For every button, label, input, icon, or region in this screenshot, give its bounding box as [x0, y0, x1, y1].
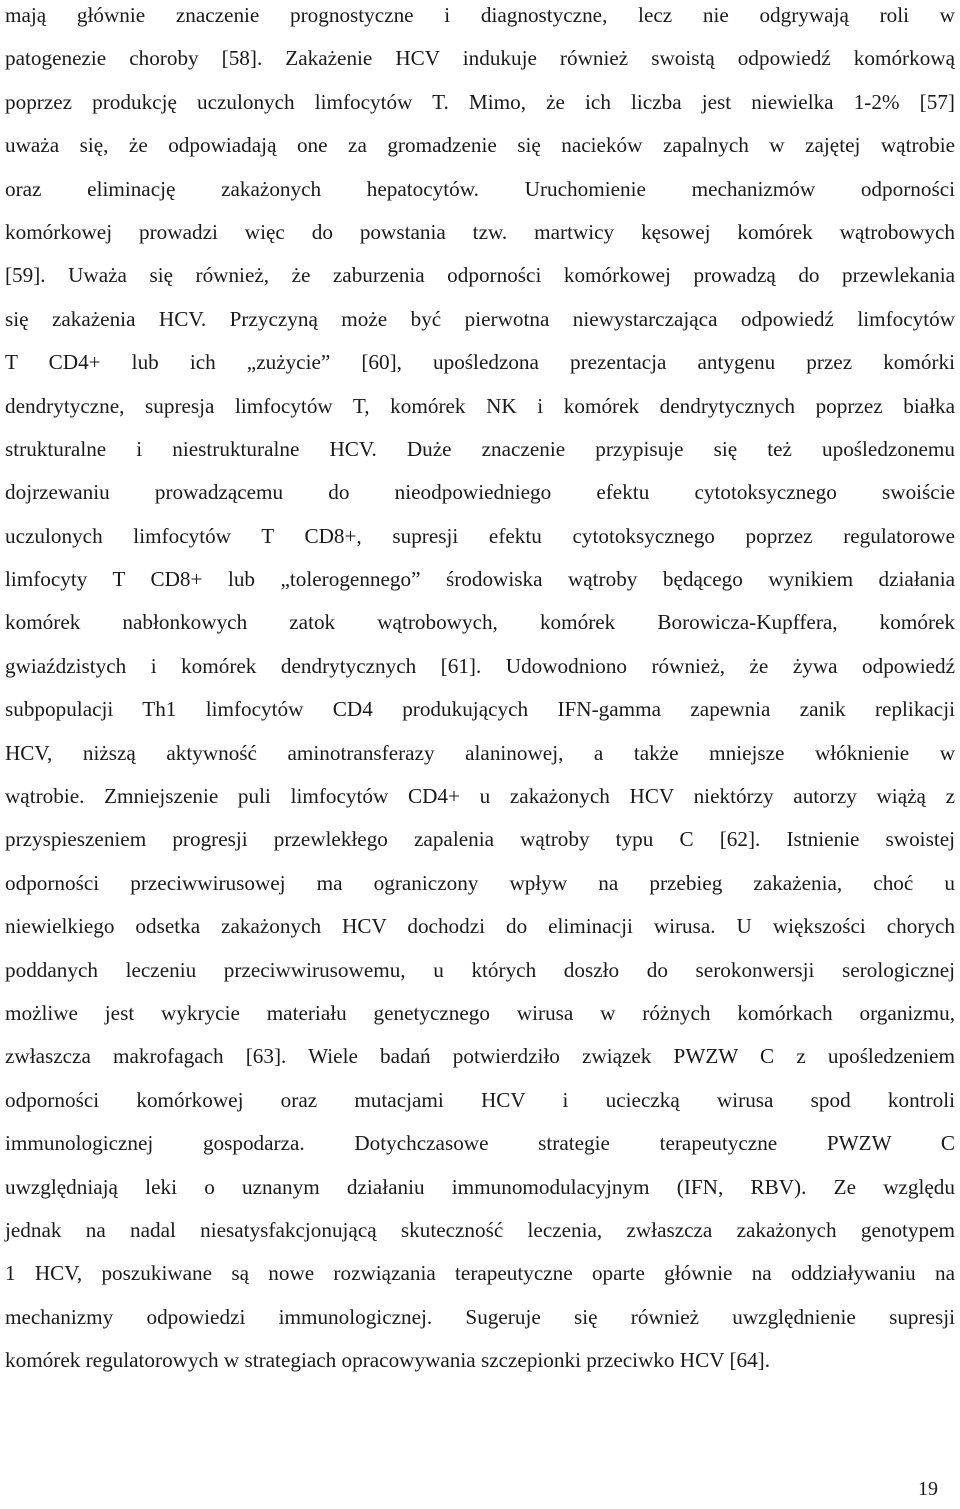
text-line: uczulonych limfocytów T CD8+, supresji efektu cytotoksycznego poprzez regulatorowe [5, 523, 955, 548]
page-number: 19 [918, 1478, 938, 1500]
text-line: gwiaździstych i komórek dendrytycznych [61]. Udowodniono również, że żywa odpowiedź [5, 653, 955, 678]
text-line: patogenezie choroby [58]. Zakażenie HCV indukuje również swoistą odpowiedź komórkową [5, 46, 955, 71]
text-line: [59]. Uważa się również, że zaburzenia odporności komórkowej prowadzą do przewlekania [5, 263, 955, 288]
text-line: mają głównie znaczenie prognostyczne i diagnostyczne, lecz nie odgrywają roli w [5, 3, 955, 27]
text-line: poddanych leczeniu przeciwwirusowemu, u których doszło do serokonwersji serologicznej [5, 957, 955, 982]
text-line: zwłaszcza makrofagach [63]. Wiele badań potwierdziło związek PWZW C z upośledzeniem [5, 1044, 955, 1069]
text-line: uwzględniają leki o uznanym działaniu immunomodulacyjnym (IFN, RBV). Ze względu [5, 1174, 955, 1199]
text-line: limfocyty T CD8+ lub „tolerogennego” środowiska wątroby będącego wynikiem działania [5, 567, 955, 592]
text-line: strukturalne i niestrukturalne HCV. Duże znaczenie przypisuje się też upośledzonemu [5, 436, 955, 461]
text-line: HCV, niższą aktywność aminotransferazy alaninowej, a także mniejsze włóknienie w [5, 740, 955, 765]
text-line: subpopulacji Th1 limfocytów CD4 produkujących IFN-gamma zapewnia zanik replikacji [5, 697, 955, 722]
text-line: jednak na nadal niesatysfakcjonującą skuteczność leczenia, zwłaszcza zakażonych genotypem [5, 1217, 955, 1242]
text-line: mechanizmy odpowiedzi immunologicznej. Sugeruje się również uwzględnienie supresji [5, 1304, 955, 1329]
text-line: niewielkiego odsetka zakażonych HCV dochodzi do eliminacji wirusa. U większości chorych [5, 914, 955, 939]
text-line: oraz eliminację zakażonych hepatocytów. Uruchomienie mechanizmów odporności [5, 176, 955, 201]
body-paragraph [5, 0, 955, 1383]
text-line: komórek regulatorowych w strategiach opracowywania szczepionki przeciwko HCV [64]. [5, 1348, 771, 1373]
text-line: 1 HCV, poszukiwane są nowe rozwiązania terapeutyczne oparte głównie na oddziaływaniu na [5, 1261, 955, 1286]
text-line: komórek nabłonkowych zatok wątrobowych, komórek Borowicza-Kupffera, komórek [5, 610, 955, 635]
text-line: uważa się, że odpowiadają one za gromadzenie się nacieków zapalnych w zajętej wątrobie [5, 133, 955, 158]
text-line: odporności komórkowej oraz mutacjami HCV i ucieczką wirusa spod kontroli [5, 1087, 955, 1112]
text-line: możliwe jest wykrycie materiału genetycznego wirusa w różnych komórkach organizmu, [5, 1000, 955, 1025]
text-line: T CD4+ lub ich „zużycie” [60], upośledzona prezentacja antygenu przez komórki [5, 350, 955, 375]
text-line: przyspieszeniem progresji przewlekłego zapalenia wątroby typu C [62]. Istnienie swoistej [5, 827, 955, 852]
text-line: wątrobie. Zmniejszenie puli limfocytów CD4+ u zakażonych HCV niektórzy autorzy wiążą z [5, 784, 955, 809]
text-line: dojrzewaniu prowadzącemu do nieodpowiedniego efektu cytotoksycznego swoiście [5, 480, 955, 505]
text-line: komórkowej prowadzi więc do powstania tzw. martwicy kęsowej komórek wątrobowych [5, 219, 955, 244]
text-line: się zakażenia HCV. Przyczyną może być pierwotna niewystarczająca odpowiedź limfocytów [5, 306, 955, 331]
text-line: odporności przeciwwirusowej ma ograniczony wpływ na przebieg zakażenia, choć u [5, 870, 955, 895]
text-line: dendrytyczne, supresja limfocytów T, komórek NK i komórek dendrytycznych poprzez białka [5, 393, 955, 418]
text-line: immunologicznej gospodarza. Dotychczasowe strategie terapeutyczne PWZW C [5, 1131, 955, 1156]
text-line: poprzez produkcję uczulonych limfocytów T. Mimo, że ich liczba jest niewielka 1-2% [57] [5, 89, 955, 114]
